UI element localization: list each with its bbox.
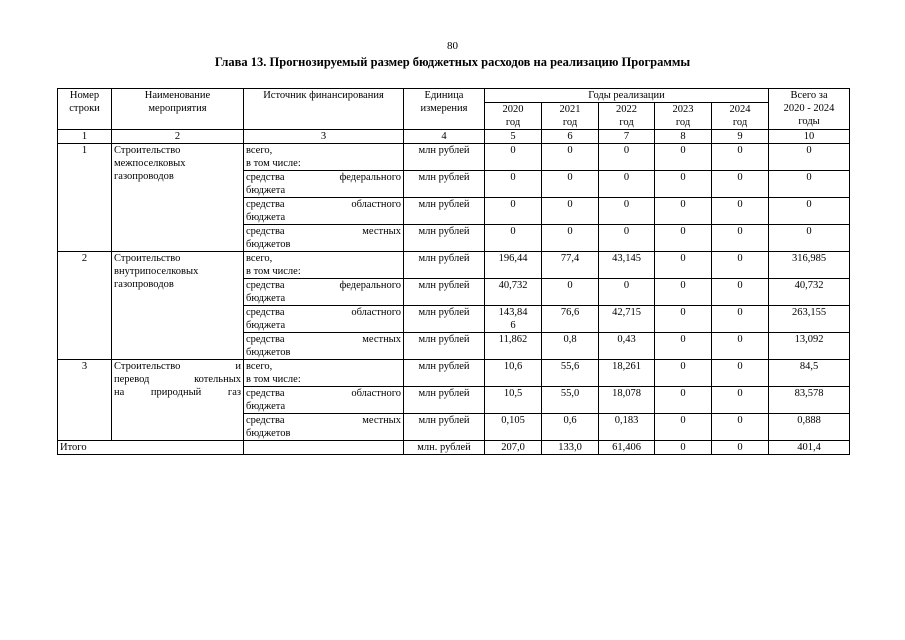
value-cell: 0 bbox=[712, 144, 769, 171]
value-cell: 43,145 bbox=[599, 252, 655, 279]
row-number: 2 bbox=[58, 252, 112, 360]
table-body bbox=[58, 144, 850, 441]
value-cell: 18,261 bbox=[599, 360, 655, 387]
column-number: 4 bbox=[404, 130, 485, 144]
funding-source: средства областного бюджета bbox=[244, 198, 404, 225]
value-cell: 0 bbox=[712, 279, 769, 306]
value-cell: 0 bbox=[542, 171, 599, 198]
unit: млн рублей bbox=[404, 144, 485, 171]
header-row-1 bbox=[58, 89, 850, 103]
value-cell: 0 bbox=[769, 198, 850, 225]
unit: млн рублей bbox=[404, 279, 485, 306]
value-cell: 0 bbox=[712, 306, 769, 333]
value-cell: 0 bbox=[655, 279, 712, 306]
header-funding-source: Источник финансирования bbox=[244, 89, 404, 130]
unit: млн рублей bbox=[404, 225, 485, 252]
chapter-heading: Глава 13. Прогнозируемый размер бюджетных расходов на реализацию Программы bbox=[214, 55, 691, 69]
value-cell: 11,862 bbox=[485, 333, 542, 360]
value-cell: 0 bbox=[712, 225, 769, 252]
value-cell: 0 bbox=[599, 171, 655, 198]
unit: млн рублей bbox=[404, 252, 485, 279]
value-cell: 0,43 bbox=[599, 333, 655, 360]
row-number: 1 bbox=[58, 144, 112, 252]
event-name: Строительство и перевод котельных на природный газ bbox=[112, 360, 244, 441]
value-cell: 0 bbox=[655, 414, 712, 441]
value-cell: 42,715 bbox=[599, 306, 655, 333]
value-cell: 0 bbox=[712, 252, 769, 279]
funding-source: средства местных бюджетов bbox=[244, 333, 404, 360]
funding-source: всего, в том числе: bbox=[244, 252, 404, 279]
value-cell: 0 bbox=[485, 198, 542, 225]
value-cell: 83,578 bbox=[769, 387, 850, 414]
header-total: Всего за 2020 - 2024 годы bbox=[769, 89, 850, 130]
column-number: 10 bbox=[769, 130, 850, 144]
header-year: 2020 год bbox=[485, 103, 542, 130]
total-row bbox=[58, 441, 850, 455]
table-row bbox=[58, 252, 850, 279]
event-name: Строительство внутрипоселковых газопроводов bbox=[112, 252, 244, 360]
value-cell: 0 bbox=[542, 279, 599, 306]
column-number: 3 bbox=[244, 130, 404, 144]
column-number: 8 bbox=[655, 130, 712, 144]
total-value: 401,4 bbox=[769, 441, 850, 455]
value-cell: 196,44 bbox=[485, 252, 542, 279]
header-year: 2021 год bbox=[542, 103, 599, 130]
value-cell: 0,8 bbox=[542, 333, 599, 360]
value-cell: 0,6 bbox=[542, 414, 599, 441]
value-cell: 0 bbox=[712, 387, 769, 414]
value-cell: 0,888 bbox=[769, 414, 850, 441]
column-number: 9 bbox=[712, 130, 769, 144]
value-cell: 263,155 bbox=[769, 306, 850, 333]
row-number: 3 bbox=[58, 360, 112, 441]
funding-source: всего, в том числе: bbox=[244, 144, 404, 171]
value-cell: 55,6 bbox=[542, 360, 599, 387]
value-cell: 76,6 bbox=[542, 306, 599, 333]
value-cell: 0,105 bbox=[485, 414, 542, 441]
budget-table bbox=[57, 88, 850, 455]
value-cell: 0 bbox=[712, 333, 769, 360]
value-cell: 0 bbox=[712, 198, 769, 225]
header-row-number: Номер строки bbox=[58, 89, 112, 130]
column-number: 6 bbox=[542, 130, 599, 144]
value-cell: 0 bbox=[655, 171, 712, 198]
value-cell: 10,6 bbox=[485, 360, 542, 387]
header-unit: Единица измерения bbox=[404, 89, 485, 130]
value-cell: 0 bbox=[655, 333, 712, 360]
unit: млн рублей bbox=[404, 360, 485, 387]
column-numbers-row bbox=[58, 130, 850, 144]
value-cell: 84,5 bbox=[769, 360, 850, 387]
value-cell: 40,732 bbox=[485, 279, 542, 306]
value-cell: 10,5 bbox=[485, 387, 542, 414]
funding-source: всего, в том числе: bbox=[244, 360, 404, 387]
value-cell: 0,183 bbox=[599, 414, 655, 441]
total-empty-cell bbox=[244, 441, 404, 455]
value-cell: 0 bbox=[769, 171, 850, 198]
value-cell: 0 bbox=[542, 225, 599, 252]
value-cell: 0 bbox=[655, 144, 712, 171]
funding-source: средства местных бюджетов bbox=[244, 414, 404, 441]
column-number: 5 bbox=[485, 130, 542, 144]
event-name: Строительство межпоселковых газопроводов bbox=[112, 144, 244, 252]
column-number: 2 bbox=[112, 130, 244, 144]
funding-source: средства областного бюджета bbox=[244, 306, 404, 333]
table-row bbox=[58, 144, 850, 171]
unit: млн рублей bbox=[404, 306, 485, 333]
total-value: 0 bbox=[655, 441, 712, 455]
header-event-name: Наименование мероприятия bbox=[112, 89, 244, 130]
value-cell: 0 bbox=[655, 225, 712, 252]
value-cell: 0 bbox=[655, 360, 712, 387]
value-cell: 0 bbox=[655, 387, 712, 414]
value-cell: 0 bbox=[485, 225, 542, 252]
value-cell: 0 bbox=[599, 225, 655, 252]
column-number: 7 bbox=[599, 130, 655, 144]
value-cell: 18,078 bbox=[599, 387, 655, 414]
total-unit: млн. рублей bbox=[404, 441, 485, 455]
value-cell: 0 bbox=[599, 198, 655, 225]
total-value: 0 bbox=[712, 441, 769, 455]
value-cell: 0 bbox=[655, 252, 712, 279]
funding-source: средства федерального бюджета bbox=[244, 279, 404, 306]
value-cell: 0 bbox=[712, 414, 769, 441]
value-cell: 0 bbox=[485, 171, 542, 198]
header-years-group: Годы реализации bbox=[485, 89, 769, 103]
value-cell: 0 bbox=[712, 171, 769, 198]
funding-source: средства федерального бюджета bbox=[244, 171, 404, 198]
unit: млн рублей bbox=[404, 333, 485, 360]
total-value: 133,0 bbox=[542, 441, 599, 455]
unit: млн рублей bbox=[404, 171, 485, 198]
column-number: 1 bbox=[58, 130, 112, 144]
value-cell: 0 bbox=[599, 144, 655, 171]
value-cell: 40,732 bbox=[769, 279, 850, 306]
header-year: 2022 год bbox=[599, 103, 655, 130]
value-cell: 0 bbox=[655, 306, 712, 333]
value-cell: 0 bbox=[655, 198, 712, 225]
value-cell: 0 bbox=[769, 225, 850, 252]
value-cell: 55,0 bbox=[542, 387, 599, 414]
funding-source: средства областного бюджета bbox=[244, 387, 404, 414]
table-row bbox=[58, 360, 850, 387]
header-year: 2024 год bbox=[712, 103, 769, 130]
value-cell: 77,4 bbox=[542, 252, 599, 279]
header-year: 2023 год bbox=[655, 103, 712, 130]
value-cell: 13,092 bbox=[769, 333, 850, 360]
value-cell: 0 bbox=[769, 144, 850, 171]
value-cell: 0 bbox=[542, 144, 599, 171]
unit: млн рублей bbox=[404, 198, 485, 225]
unit: млн рублей bbox=[404, 387, 485, 414]
value-cell: 0 bbox=[712, 360, 769, 387]
total-label: Итого bbox=[58, 441, 244, 455]
total-value: 207,0 bbox=[485, 441, 542, 455]
value-cell: 316,985 bbox=[769, 252, 850, 279]
page-number: 80 bbox=[447, 40, 458, 52]
unit: млн рублей bbox=[404, 414, 485, 441]
value-cell: 143,84 6 bbox=[485, 306, 542, 333]
total-value: 61,406 bbox=[599, 441, 655, 455]
value-cell: 0 bbox=[542, 198, 599, 225]
value-cell: 0 bbox=[485, 144, 542, 171]
funding-source: средства местных бюджетов bbox=[244, 225, 404, 252]
value-cell: 0 bbox=[599, 279, 655, 306]
